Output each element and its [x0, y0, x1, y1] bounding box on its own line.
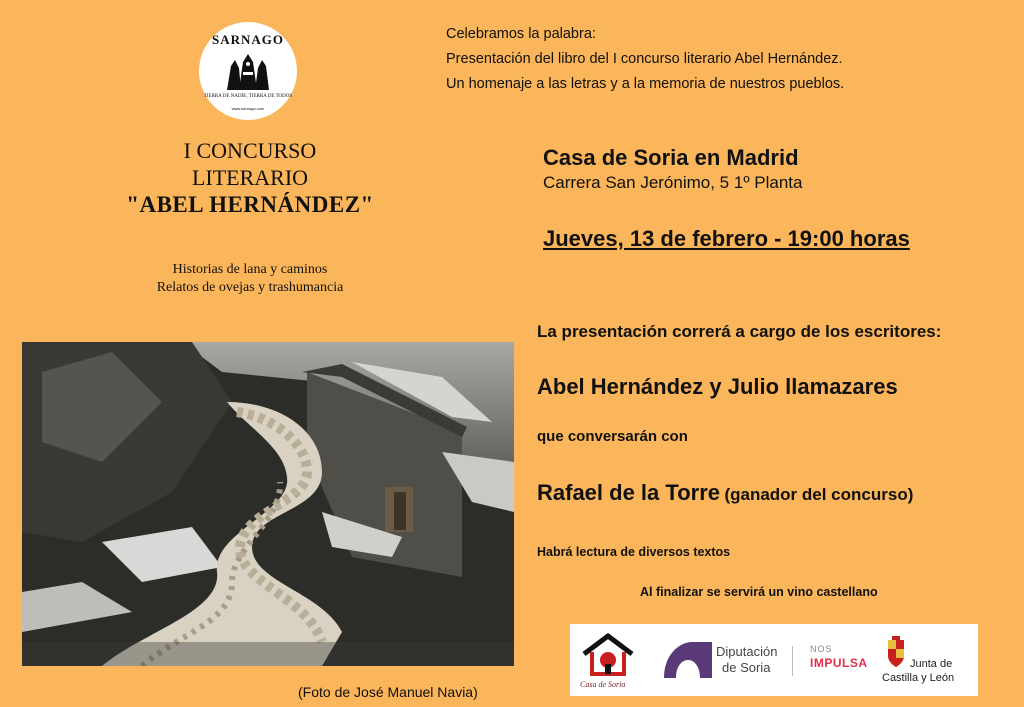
venue-name: Casa de Soria en Madrid	[543, 145, 799, 170]
nos-label: NOS	[810, 644, 833, 654]
impulsa-label: IMPULSA	[810, 656, 868, 670]
sponsor-divider	[792, 646, 793, 676]
villagers-icon	[223, 50, 273, 92]
contest-line-2: LITERARIO	[191, 165, 309, 190]
diputacion-icon	[662, 640, 714, 680]
intro-line-3: Un homenaje a las letras y a la memoria de nuestros pueblos.	[446, 76, 845, 92]
intro-text	[446, 22, 844, 97]
diputacion-line-2: de Soria	[722, 660, 771, 675]
speakers: Abel Hernández y Julio llamazares	[537, 374, 898, 399]
sheep-photo	[22, 342, 514, 666]
intro-line-1: Celebramos la palabra:	[446, 26, 596, 42]
sponsors-strip	[570, 624, 978, 696]
junta-line-2: Castilla y León	[882, 672, 955, 684]
winner-note: (ganador del concurso)	[724, 485, 914, 504]
diputacion-line-1: Diputación	[716, 644, 778, 659]
converse-text: que conversarán con	[537, 428, 688, 445]
diputacion-label	[716, 644, 777, 676]
sarnago-logo	[199, 22, 297, 120]
winner-name: Rafael de la Torre	[537, 480, 720, 505]
presentation-text: La presentación correrá a cargo de los escritores:	[537, 322, 942, 341]
subtitle-line-2: Relatos de ovejas y trashumancia	[156, 280, 344, 295]
casa-soria-label: Casa de Soria	[580, 680, 626, 689]
venue-address: Carrera San Jerónimo, 5 1º Planta	[543, 173, 803, 192]
reading-text: Habrá lectura de diversos textos	[537, 545, 731, 559]
subtitle-line-1: Historias de lana y caminos	[172, 262, 328, 277]
contest-line-3: "ABEL HERNÁNDEZ"	[126, 192, 374, 217]
logo-url: www.sarnago.com	[231, 106, 265, 111]
wine-text: Al finalizar se servirá un vino castellano	[640, 585, 878, 599]
event-date: Jueves, 13 de febrero - 19:00 horas	[543, 226, 910, 251]
logo-tagline: TIERRA DE NADIE, TIERRA DE TODOS	[203, 94, 293, 99]
junta-line-1: Junta de	[910, 658, 953, 670]
casa-soria-icon	[578, 630, 638, 678]
venue	[543, 144, 802, 194]
logo-name: SARNAGO	[211, 32, 284, 47]
castilla-leon-shield-icon	[886, 636, 906, 668]
intro-line-2: Presentación del libro del I concurso literario Abel Hernández.	[446, 51, 843, 67]
winner	[537, 480, 913, 506]
photo-credit: (Foto de José Manuel Navia)	[298, 684, 478, 700]
contest-subtitle	[100, 261, 400, 297]
contest-line-1: I CONCURSO	[183, 138, 317, 163]
contest-title	[100, 137, 400, 218]
